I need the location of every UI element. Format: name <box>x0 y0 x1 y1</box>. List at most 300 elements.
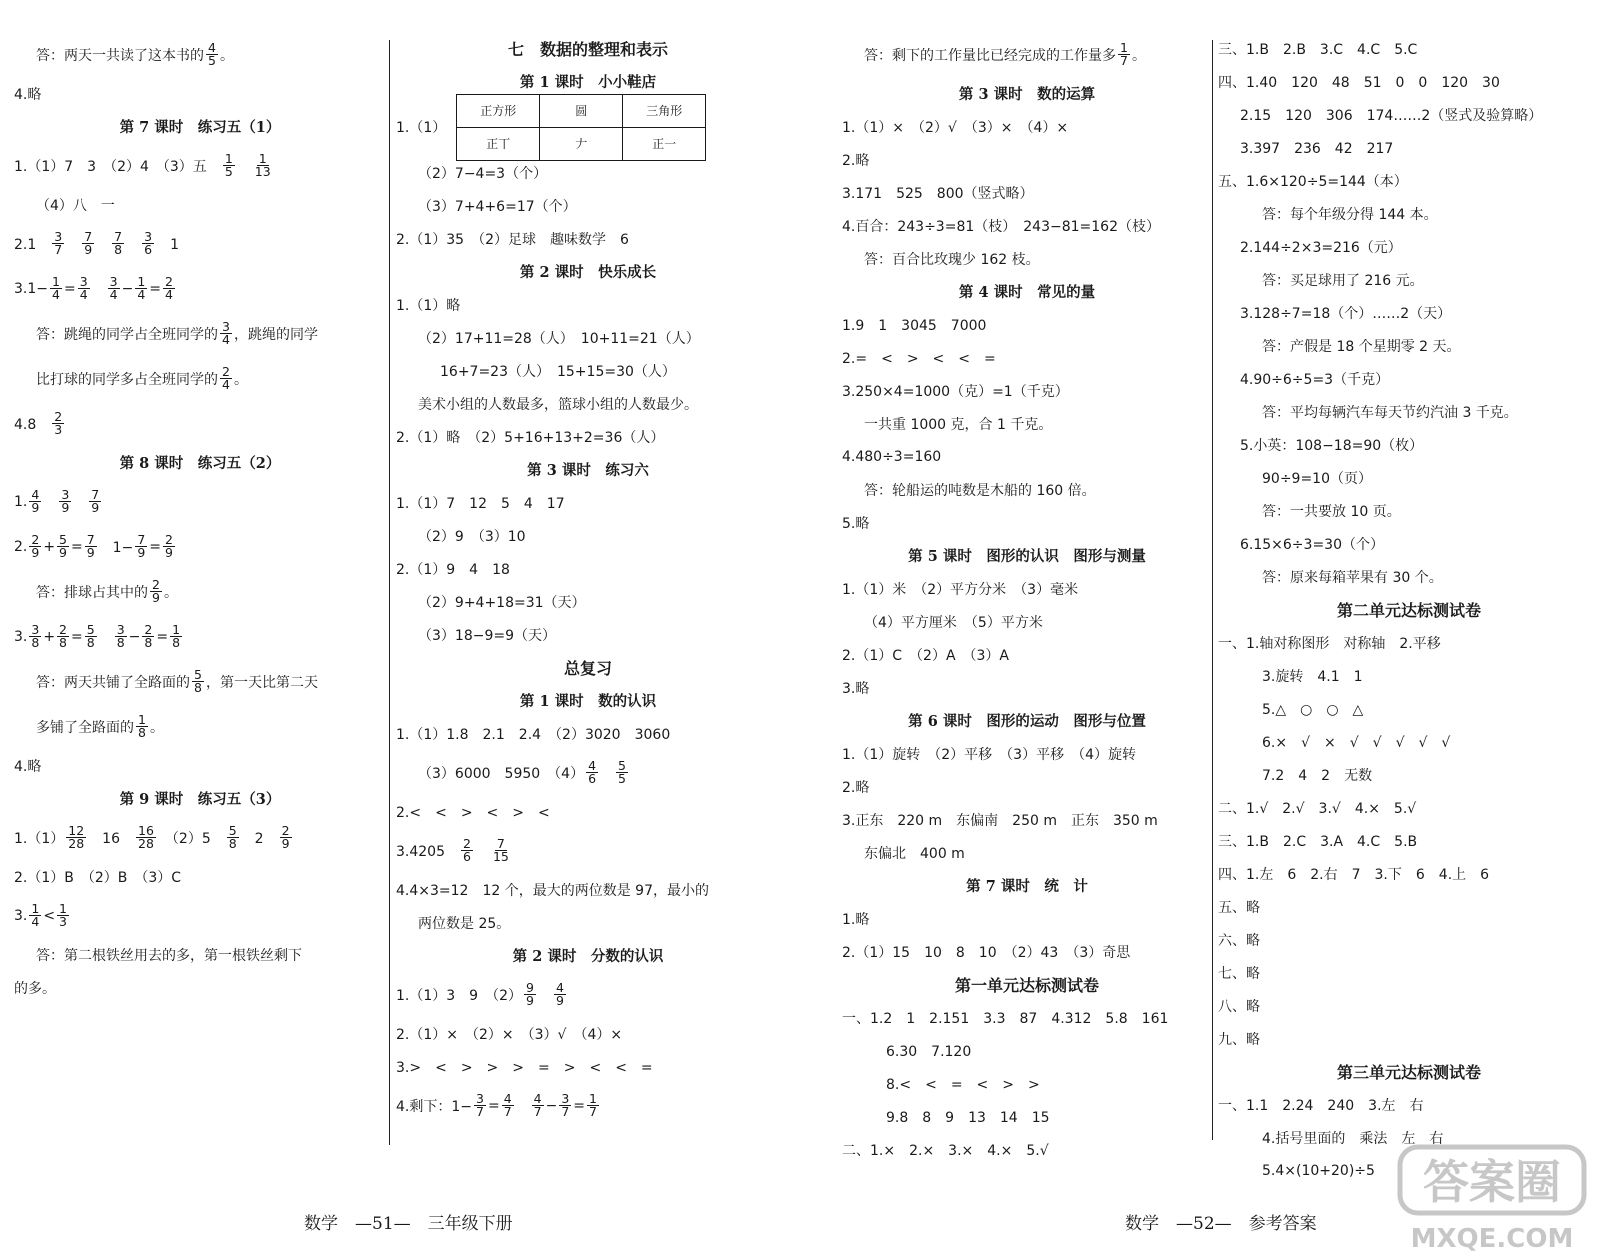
answer-line <box>14 704 386 749</box>
answer-text: 1.（1）略 <box>396 297 461 314</box>
numerator: 1 <box>224 150 233 166</box>
numerator: 5 <box>59 531 67 547</box>
denominator: 9 <box>526 993 534 1008</box>
answer-line <box>396 552 780 585</box>
answer-line <box>842 407 1212 440</box>
answer-line <box>842 638 1212 671</box>
fraction <box>89 486 101 515</box>
heading-text: 第 3 课时 练习六 <box>527 462 649 479</box>
answer-text <box>600 763 614 783</box>
answer-line <box>396 156 780 189</box>
answer-text: 三、1.B 2.B 3.C 4.C 5.C <box>1218 41 1418 58</box>
answer-line <box>396 354 780 387</box>
numerator: 3 <box>222 318 230 334</box>
numerator: 4 <box>503 1090 512 1106</box>
answer-text: 答：两天共铺了全路面的 <box>36 674 190 691</box>
fraction <box>280 822 292 851</box>
fraction <box>1118 39 1130 68</box>
answer-text: 答：原来每箱苹果有 30 个。 <box>1262 569 1443 586</box>
section-heading <box>842 539 1212 572</box>
fraction <box>115 621 127 650</box>
answer-text: + <box>43 628 56 645</box>
heading-text: 第 9 课时 练习五（3） <box>119 791 281 808</box>
answer-text: < <box>43 907 56 924</box>
denominator: 13 <box>254 164 271 179</box>
answer-text: 1.9 1 3045 7000 <box>842 317 987 334</box>
denominator: 8 <box>228 836 237 851</box>
heading-text: 第 6 课时 图形的运动 图形与位置 <box>908 713 1146 730</box>
answer-text: 5.4×(10+20)÷5 <box>1262 1162 1375 1179</box>
fraction <box>587 1090 599 1119</box>
answer-line <box>1218 923 1600 956</box>
heading-text: 第三单元达标测试卷 <box>1336 1063 1481 1082</box>
answer-text: 六、略 <box>1218 932 1260 949</box>
table-header-cell: 正方形 <box>457 94 540 127</box>
answer-text: 6.15×6÷3=30（个） <box>1240 536 1384 553</box>
answer-text: − <box>121 280 134 297</box>
answer-line <box>396 972 780 1017</box>
numerator: 2 <box>463 835 471 851</box>
numerator: 7 <box>496 835 505 851</box>
answer-text: 答：平均每辆汽车每天节约汽油 3 千克。 <box>1262 404 1518 421</box>
answer-text: = <box>487 1097 500 1114</box>
denominator: 7 <box>561 1104 570 1119</box>
answer-text: 9.8 8 9 13 14 15 <box>886 1109 1050 1126</box>
numerator: 5 <box>618 757 626 773</box>
denominator: 9 <box>84 242 93 257</box>
denominator: 5 <box>618 771 626 786</box>
section-heading <box>842 968 1212 1001</box>
answer-text: 。 <box>219 47 234 64</box>
answer-text: 答：轮船运的吨数是木船的 160 倍。 <box>864 482 1096 499</box>
denominator: 9 <box>555 993 564 1008</box>
numerator: 1 <box>589 1090 597 1106</box>
table-header-cell: 圆 <box>540 94 623 127</box>
fraction <box>85 621 97 650</box>
answer-text <box>92 279 106 299</box>
denominator: 9 <box>31 500 40 515</box>
answer-line <box>1218 758 1600 791</box>
watermark-bottom-text: MXQE.COM <box>1410 1224 1574 1254</box>
answer-text: 8.< < = < > > <box>886 1076 1040 1093</box>
section-heading <box>396 651 780 684</box>
denominator: 9 <box>31 545 40 560</box>
answer-line <box>1218 692 1600 725</box>
denominator: 9 <box>152 590 160 605</box>
numerator: 3 <box>109 273 118 289</box>
answer-line <box>396 585 780 618</box>
answer-text: 4.剩下：1− <box>396 1098 472 1115</box>
answer-text: 2.< < > < > < <box>396 804 550 821</box>
page-52-left-column <box>842 32 1212 1166</box>
denominator: 8 <box>59 635 67 650</box>
fraction <box>142 228 154 257</box>
numerator: 4 <box>31 486 40 502</box>
answer-text: + <box>43 538 56 555</box>
fraction <box>220 363 232 392</box>
answer-line <box>14 77 386 110</box>
numerator: 1 <box>258 150 267 166</box>
answer-text: （2）9+4+18=31（天） <box>418 594 586 611</box>
answer-text: = <box>63 280 76 297</box>
answer-text: 4.90÷6÷5=3（千克） <box>1240 371 1390 388</box>
page-52-right-column <box>1218 32 1600 1187</box>
answer-text: 答：百合比玫瑰少 162 枝。 <box>864 251 1040 268</box>
column-divider <box>1212 40 1213 1140</box>
denominator: 6 <box>588 771 597 786</box>
tally-answer-row <box>396 98 780 156</box>
answer-text <box>237 156 251 176</box>
answer-line <box>1218 494 1600 527</box>
answer-line <box>1218 428 1600 461</box>
answer-text: ，第一天比第二天 <box>205 674 318 691</box>
numerator: 1 <box>59 900 67 916</box>
answer-text: 九、略 <box>1218 1031 1260 1048</box>
answer-line <box>14 569 386 614</box>
answer-text: 答：剩下的工作量比已经完成的工作量多 <box>864 47 1116 64</box>
answer-line <box>14 479 386 524</box>
numerator: 3 <box>116 621 125 637</box>
denominator: 6 <box>463 849 471 864</box>
answer-line <box>396 1017 780 1050</box>
answer-text: 答：一共要放 10 页。 <box>1262 503 1401 520</box>
fraction <box>136 711 148 740</box>
answer-line <box>396 222 780 255</box>
answer-text: 3.略 <box>842 680 870 697</box>
answer-line <box>396 1083 780 1128</box>
answer-line <box>842 1001 1212 1034</box>
numerator: 7 <box>91 486 100 502</box>
numerator: 7 <box>86 531 95 547</box>
answer-text <box>99 627 113 647</box>
answer-text: 三、1.B 2.C 3.A 4.C 5.B <box>1218 833 1418 850</box>
answer-line <box>842 1034 1212 1067</box>
fraction <box>112 228 124 257</box>
answer-line <box>396 288 780 321</box>
fraction <box>29 900 41 929</box>
answer-line <box>842 242 1212 275</box>
heading-text: 第 4 课时 常见的量 <box>958 284 1096 301</box>
tally-table <box>456 94 706 161</box>
answer-line <box>14 143 386 188</box>
section-heading <box>396 32 780 65</box>
fraction <box>502 1090 514 1119</box>
answer-text: 3.171 525 800（竖式略） <box>842 185 1034 202</box>
denominator: 4 <box>222 332 230 347</box>
answer-text <box>516 1096 530 1116</box>
fraction <box>170 621 182 650</box>
section-heading <box>396 684 780 717</box>
answer-text: 2.15 120 306 174……2（竖式及验算略） <box>1240 107 1543 124</box>
denominator: 9 <box>281 836 290 851</box>
numerator: 7 <box>114 228 123 244</box>
fraction <box>142 621 154 650</box>
answer-text: 2.144÷2×3=216（元） <box>1240 239 1402 256</box>
answer-text: ，跳绳的同学 <box>233 326 318 343</box>
fraction <box>57 900 69 929</box>
heading-text: 第 5 课时 图形的认识 图形与测量 <box>908 548 1146 565</box>
answer-text: （2）7−4=3（个） <box>418 165 548 182</box>
answer-text: 1.（1）1.8 2.1 2.4 （2）3020 3060 <box>396 726 671 743</box>
answer-text: 3.正东 220 m 东偏南 250 m 正东 350 m <box>842 812 1158 829</box>
answer-line <box>842 770 1212 803</box>
answer-line <box>396 618 780 651</box>
answer-text: 多铺了全路面的 <box>36 719 134 736</box>
answer-text: 1.（1）旋转 （2）平移 （3）平移 （4）旋转 <box>842 746 1136 763</box>
answer-text: 16 <box>88 830 134 847</box>
numerator: 1 <box>138 711 146 727</box>
fraction <box>57 531 69 560</box>
answer-line <box>842 935 1212 968</box>
answer-line <box>1218 1022 1600 1055</box>
answer-text: 二、1.× 2.× 3.× 4.× 5.√ <box>842 1142 1049 1159</box>
answer-line <box>396 486 780 519</box>
fraction <box>108 273 120 302</box>
numerator: 1 <box>52 273 60 289</box>
answer-text: 答：两天一共读了这本书的 <box>36 47 204 64</box>
answer-line <box>842 209 1212 242</box>
denominator: 4 <box>52 287 60 302</box>
answer-line <box>396 717 780 750</box>
denominator: 8 <box>86 635 95 650</box>
heading-text: 第 7 课时 统 计 <box>966 878 1088 895</box>
answer-line <box>14 356 386 401</box>
answer-line <box>1218 989 1600 1022</box>
numerator: 3 <box>79 273 88 289</box>
answer-text: 4.480÷3=160 <box>842 448 942 465</box>
answer-text: 2.（1）B （2）B （3）C <box>14 869 182 886</box>
fraction <box>559 1090 571 1119</box>
answer-line <box>396 519 780 552</box>
answer-text <box>538 985 552 1005</box>
fraction <box>474 1090 486 1119</box>
numerator: 7 <box>137 531 146 547</box>
answer-text: 1.（1）7 3 （2）4 （3）五 <box>14 158 221 175</box>
fraction <box>52 408 64 437</box>
fraction <box>163 531 175 560</box>
fraction <box>29 531 41 560</box>
footer-page-52: 数学 —52— 参考答案 <box>1125 1214 1317 1234</box>
numerator: 3 <box>561 1090 570 1106</box>
fraction <box>163 273 175 302</box>
answer-text: 一、1.1 2.24 240 3.左 右 <box>1218 1097 1424 1114</box>
answer-text: = <box>71 538 83 555</box>
numerator: 2 <box>31 531 40 547</box>
answer-line <box>842 836 1212 869</box>
answer-line <box>396 873 780 906</box>
numerator: 16 <box>138 822 154 838</box>
table-cell: 正一 <box>623 127 706 160</box>
answer-line <box>14 311 386 356</box>
denominator: 8 <box>194 680 202 695</box>
fraction <box>223 150 235 179</box>
answer-text: 3.1− <box>14 280 48 297</box>
fraction <box>616 757 628 786</box>
answer-text: 。 <box>149 719 164 736</box>
denominator: 9 <box>91 500 100 515</box>
section-heading <box>842 704 1212 737</box>
answer-line <box>842 572 1212 605</box>
denominator: 7 <box>503 1104 512 1119</box>
heading-text: 第 2 课时 快乐成长 <box>519 264 657 281</box>
answer-text: 1.略 <box>842 911 870 928</box>
answer-text: 。 <box>163 584 178 601</box>
answer-text: = <box>71 628 83 645</box>
answer-text <box>475 841 489 861</box>
answer-line <box>1218 527 1600 560</box>
denominator: 4 <box>137 287 146 302</box>
answer-text: 。 <box>233 371 248 388</box>
answer-line <box>396 750 780 795</box>
denominator: 7 <box>589 1104 597 1119</box>
answer-line <box>1218 857 1600 890</box>
answer-text: 4.8 <box>14 416 51 433</box>
answer-text: 1 <box>156 236 179 253</box>
answer-text: （3）18−9=9（天） <box>418 627 556 644</box>
answer-text: = <box>149 280 162 297</box>
answer-line <box>396 321 780 354</box>
answer-line <box>842 110 1212 143</box>
denominator: 7 <box>54 242 63 257</box>
fraction <box>135 531 147 560</box>
numerator: 2 <box>54 408 63 424</box>
numerator: 5 <box>86 621 95 637</box>
watermark-top-text: 答案圈 <box>1423 1155 1561 1209</box>
answer-line <box>842 143 1212 176</box>
answer-text: 3.250×4=1000（克）=1（千克） <box>842 383 1069 400</box>
answer-line <box>14 860 386 893</box>
answer-text: 答：跳绳的同学占全班同学的 <box>36 326 218 343</box>
answer-text: 4.4×3=12 12 个，最大的两位数是 97，最小的 <box>396 882 709 899</box>
fraction <box>192 666 204 695</box>
section-heading <box>14 782 386 815</box>
denominator: 6 <box>144 242 153 257</box>
heading-text: 七 数据的整理和表示 <box>507 40 668 59</box>
answer-text: 90÷9=10（页） <box>1262 470 1372 487</box>
answer-line <box>842 473 1212 506</box>
answer-line <box>396 795 780 828</box>
page-51-right-column <box>396 32 780 1128</box>
answer-line <box>842 176 1212 209</box>
fraction <box>50 273 62 302</box>
answer-text <box>66 234 80 254</box>
denominator: 8 <box>31 635 40 650</box>
answer-text: 5.小英：108−18=90（枚） <box>1240 437 1424 454</box>
answer-text: 3.> < > > > = > < < = <box>396 1059 653 1076</box>
answer-text: 1.（1） <box>14 830 65 847</box>
answer-text <box>73 492 87 512</box>
answer-label: 1.（1） <box>396 120 447 136</box>
table-cell: 正丅 <box>457 127 540 160</box>
footer-page-51: 数学 —51— 三年级下册 <box>304 1214 513 1234</box>
answer-text: 3. <box>14 628 28 645</box>
answer-line <box>14 221 386 266</box>
answer-text: 1.（1）7 12 5 4 17 <box>396 495 565 512</box>
fraction <box>206 39 218 68</box>
answer-text: 2.（1）9 4 18 <box>396 561 510 578</box>
heading-text: 第 1 课时 数的认识 <box>519 693 657 710</box>
answer-line <box>1218 32 1600 65</box>
answer-text: 答：买足球用了 216 元。 <box>1262 272 1424 289</box>
answer-text: 6.30 7.120 <box>886 1043 972 1060</box>
answer-line <box>14 971 386 1004</box>
answer-line <box>842 308 1212 341</box>
heading-text: 第二单元达标测试卷 <box>1336 601 1481 620</box>
numerator: 4 <box>588 757 597 773</box>
fraction <box>220 318 232 347</box>
fraction <box>59 486 71 515</box>
answer-line <box>1218 725 1600 758</box>
denominator: 4 <box>109 287 118 302</box>
answer-text: 2. <box>14 538 28 555</box>
numerator: 4 <box>555 979 564 995</box>
numerator: 1 <box>137 273 146 289</box>
denominator: 4 <box>31 914 40 929</box>
section-heading <box>842 275 1212 308</box>
section-heading <box>14 110 386 143</box>
answer-text: 3.4205 <box>396 843 459 860</box>
answer-line <box>1218 65 1600 98</box>
numerator: 5 <box>228 822 237 838</box>
column-divider <box>389 40 390 1145</box>
answer-line <box>1218 560 1600 593</box>
answer-text: 2.（1）× （2）× （3）√ （4）× <box>396 1026 623 1043</box>
answer-text <box>43 492 57 512</box>
answer-text: = <box>149 538 162 555</box>
page-51-left-column <box>14 32 386 1004</box>
answer-text: 2.略 <box>842 779 870 796</box>
answer-text: 四、1.左 6 2.右 7 3.下 6 4.上 6 <box>1218 866 1490 883</box>
fraction <box>524 979 536 1008</box>
numerator: 9 <box>526 979 534 995</box>
section-heading <box>14 446 386 479</box>
answer-line <box>842 341 1212 374</box>
answer-text: 3.旋转 4.1 1 <box>1262 668 1363 685</box>
denominator: 5 <box>224 164 233 179</box>
answer-line <box>1218 131 1600 164</box>
fraction <box>135 273 147 302</box>
answer-line <box>1218 659 1600 692</box>
answer-text: 2.1 <box>14 236 51 253</box>
answer-text: 2 <box>240 830 278 847</box>
answer-line <box>1218 296 1600 329</box>
answer-line <box>1218 197 1600 230</box>
answer-text <box>126 234 140 254</box>
numerator: 12 <box>68 822 85 838</box>
denominator: 7 <box>476 1104 484 1119</box>
answer-line <box>842 1133 1212 1166</box>
section-heading <box>396 255 780 288</box>
numerator: 1 <box>1120 39 1128 55</box>
answer-line <box>396 420 780 453</box>
answer-text: 6.× √ × √ √ √ √ √ <box>1262 734 1451 751</box>
answer-text: 八、略 <box>1218 998 1260 1015</box>
answer-line <box>842 440 1212 473</box>
answer-line <box>14 893 386 938</box>
denominator: 4 <box>165 287 173 302</box>
heading-text: 第 7 课时 练习五（1） <box>119 119 281 136</box>
numerator: 1 <box>172 621 181 637</box>
answer-line <box>842 1100 1212 1133</box>
denominator: 7 <box>533 1104 542 1119</box>
answer-text: （4）平方厘米 （5）平方米 <box>864 614 1043 631</box>
table-header-cell: 三角形 <box>623 94 706 127</box>
numerator: 7 <box>84 228 93 244</box>
answer-text: 四、1.40 120 48 51 0 0 120 30 <box>1218 74 1500 91</box>
answer-text: = <box>156 628 169 645</box>
fraction <box>491 835 511 864</box>
heading-text: 总复习 <box>563 659 612 678</box>
